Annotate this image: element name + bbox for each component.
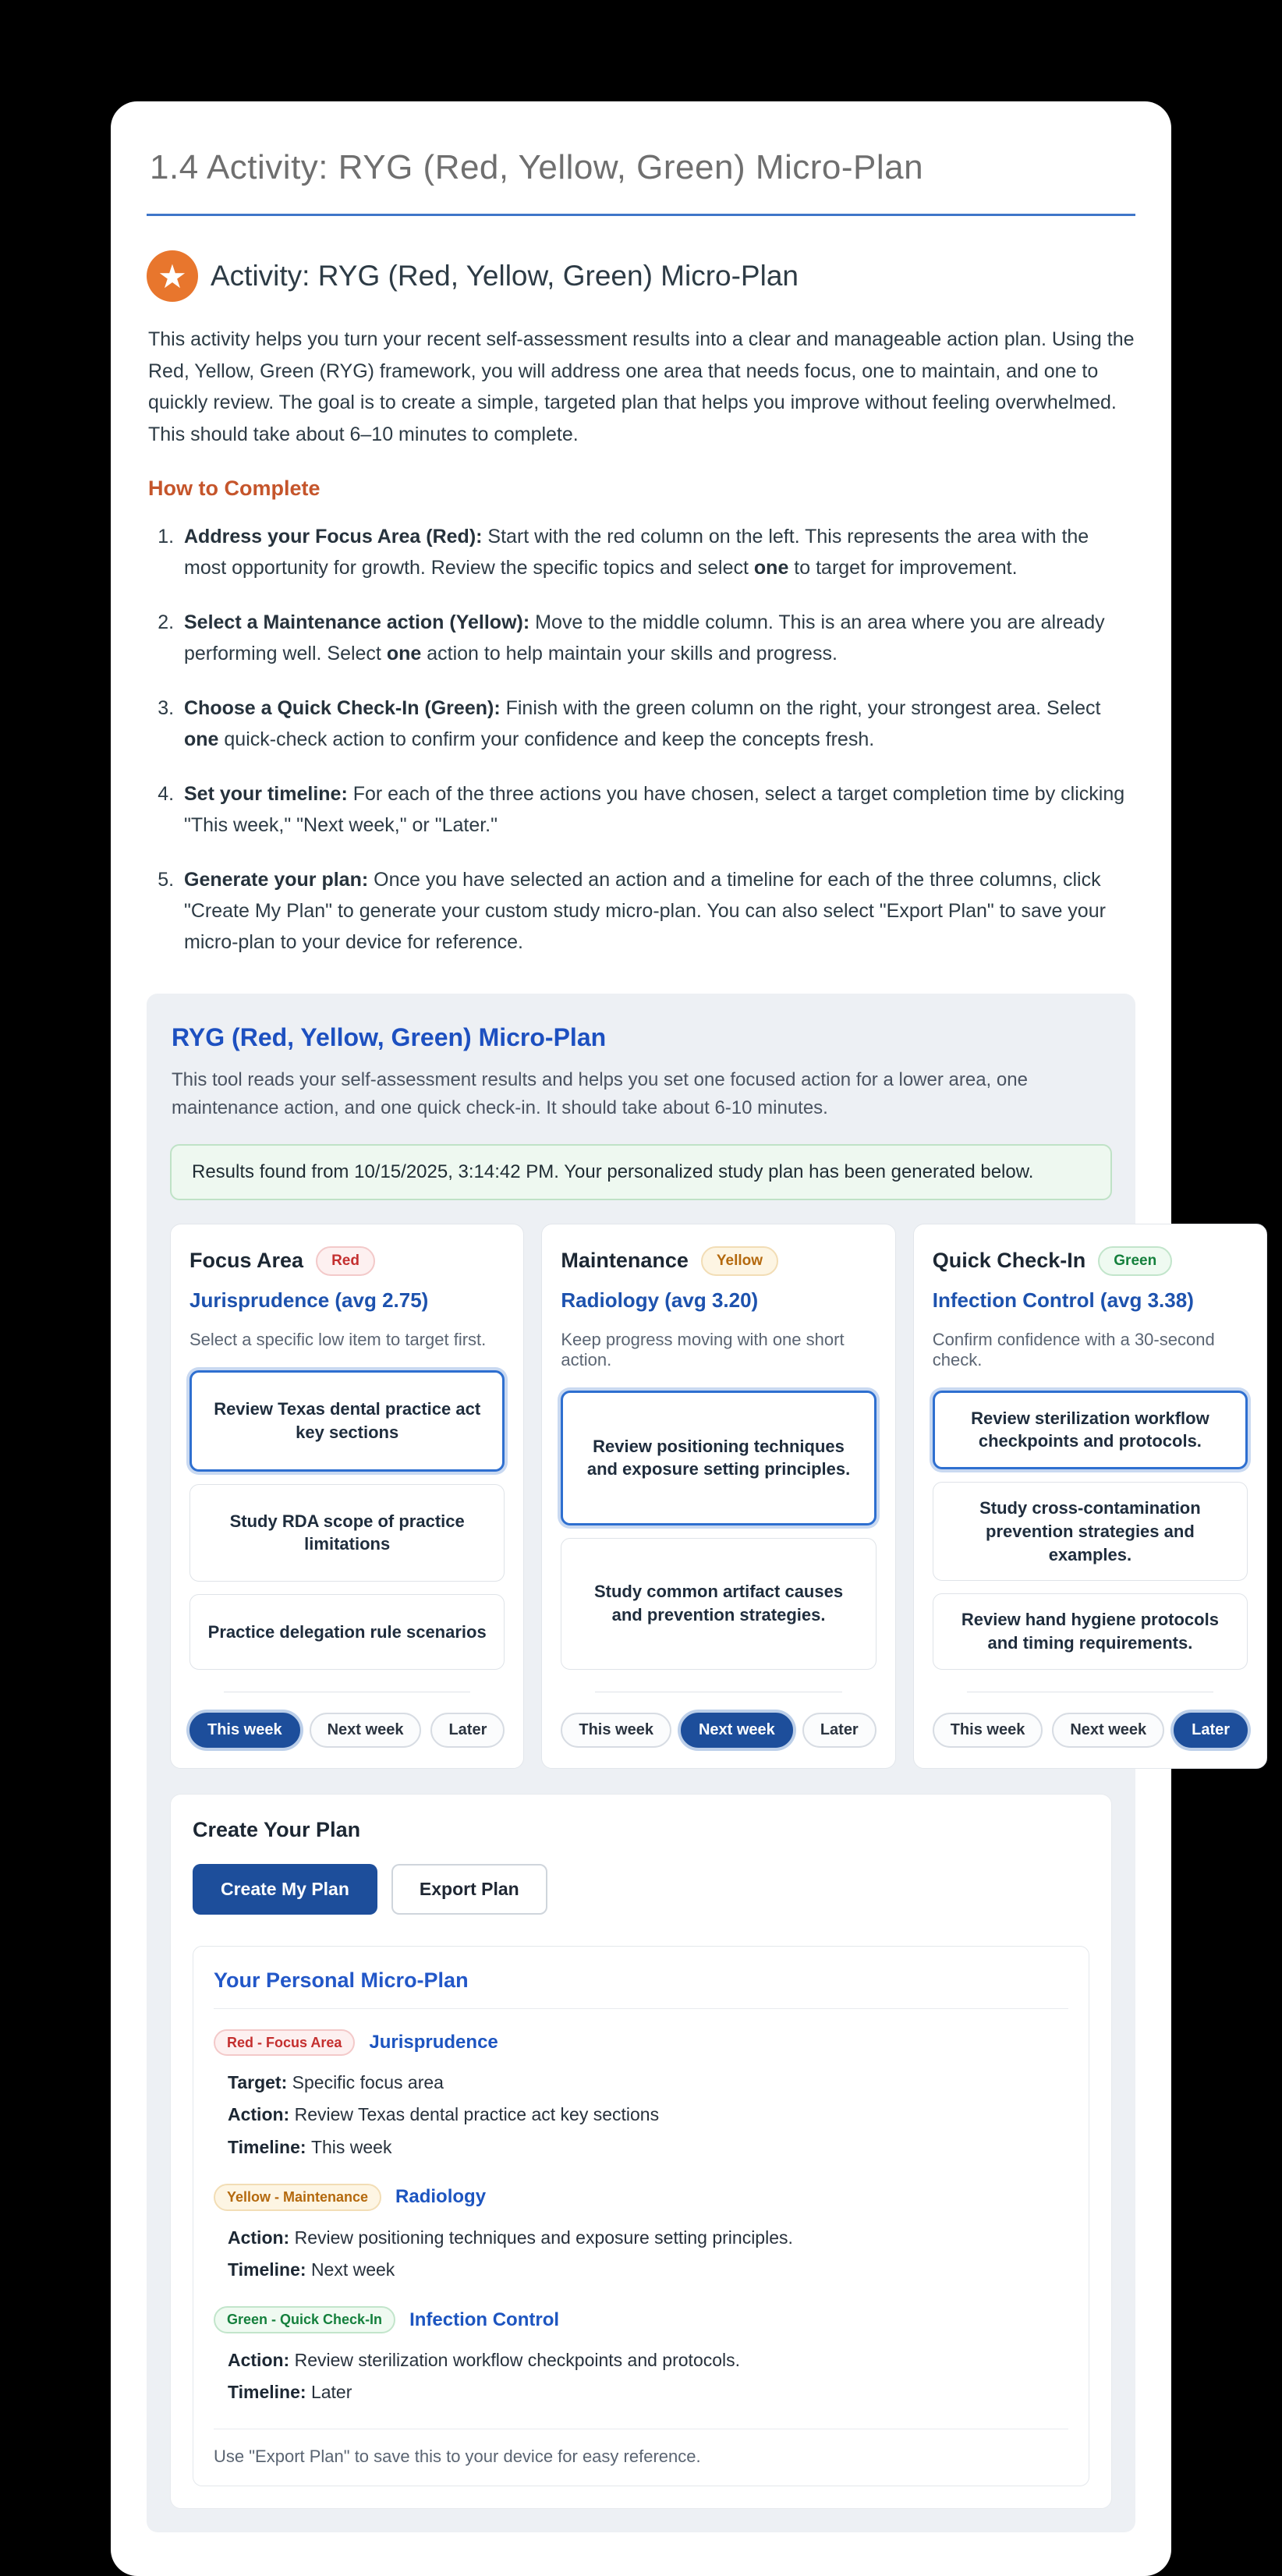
timeline-section [189,1670,505,1748]
column-badge-yellow: Yellow [701,1246,778,1276]
instruction-step: 4. Set your timeline: For each of the three actions you have chosen, select a target completion time by clicking "This week," "Next week," or "Later." [179,778,1135,841]
plan-entry-header [214,2029,1068,2057]
column-caption: Select a specific low item to target first. [189,1329,487,1349]
plan-entry-line: Timeline: Next week [228,2259,395,2280]
option-card[interactable]: Review sterilization workflow checkpoints and protocols. [933,1391,1248,1469]
timeline-chips [933,1713,1248,1748]
activity-intro: This activity helps you turn your recent self-assessment results into a clear and manageable action plan. Using the Red, Yellow, Green (RYG) framework, you will address one area that needs focus, one to maintain, and one to quickly review. The goal is to create a simple, targeted plan that helps you improve without feeling overwhelmed. This should take about 6–10 minutes to complete. [148,328,1135,445]
instruction-steps [147,521,1135,958]
title-divider [147,214,1135,216]
instruction-step: 2. Select a Maintenance action (Yellow): Move to the middle column. This is an area where you are already performing well. Select one action to help maintain your skills and progress. [179,607,1135,669]
column-header [561,1246,876,1276]
option-list [561,1391,876,1670]
option-card[interactable]: Review hand hygiene protocols and timing requirements. [933,1593,1248,1669]
column-header [933,1246,1248,1276]
create-plan-card [170,1794,1112,2510]
page-title: 1.4 Activity: RYG (Red, Yellow, Green) Micro-Plan [150,148,924,186]
star-icon: ★ [147,250,198,302]
tool-heading: RYG (Red, Yellow, Green) Micro-Plan [172,1023,607,1051]
plan-entries [214,2029,1068,2406]
column-subject: Radiology (avg 3.20) [561,1288,759,1312]
timeline-section [933,1670,1248,1748]
column-subject: Jurisprudence (avg 2.75) [189,1288,429,1312]
column-badge-green: Green [1098,1246,1172,1276]
timeline-chip[interactable]: Next week [681,1713,793,1748]
option-list [933,1391,1248,1670]
activity-header [147,250,1135,302]
personal-plan-heading: Your Personal Micro-Plan [214,1968,469,1992]
how-to-complete-heading: How to Complete [148,477,320,500]
timeline-chips [189,1713,505,1748]
column-caption: Keep progress moving with one short action. [561,1329,845,1369]
ryg-columns [170,1224,1231,1769]
plan-entry-header [214,2184,1068,2211]
column-header [189,1246,505,1276]
personal-plan-card [193,1946,1089,2487]
option-card[interactable]: Study RDA scope of practice limitations [189,1484,505,1582]
plan-entry-green [214,2306,1068,2405]
ryg-tool-panel [147,994,1231,2532]
plan-entry-yellow [214,2184,1068,2283]
column-title: Quick Check-In [932,1249,1086,1273]
option-card[interactable]: Practice delegation rule scenarios [189,1594,505,1669]
timeline-section [561,1670,876,1748]
timeline-chip[interactable]: Next week [310,1713,422,1748]
plan-entry-line: Action: Review sterilization workflow checkpoints and protocols. [228,2349,741,2370]
plan-entry-subject: Radiology [395,2186,487,2208]
content-card [111,101,1231,2576]
plan-heading-divider [214,2008,1068,2009]
column-green [913,1224,1267,1769]
plan-entry-header [214,2306,1068,2333]
timeline-chip[interactable]: Later [802,1713,877,1748]
plan-footnote: Use "Export Plan" to save this to your device for easy reference. [214,2447,701,2467]
plan-entry-line: Target: Specific focus area [228,2072,444,2093]
activity-heading: Activity: RYG (Red, Yellow, Green) Micro-Plan [211,260,799,292]
export-plan-button[interactable]: Export Plan [391,1864,547,1915]
option-card[interactable]: Study cross-contamination prevention strategies and examples. [933,1482,1248,1581]
plan-entry-red [214,2029,1068,2161]
plan-entry-subject: Infection Control [409,2308,560,2330]
instruction-step: 3. Choose a Quick Check-In (Green): Finish with the green column on the right, your strongest area. Select one quick-check action to confirm your confidence and keep the concepts fresh. [179,693,1135,755]
instruction-step: 1. Address your Focus Area (Red): Start with the red column on the left. This represents the area with the most opportunity for growth. Review the specific topics and select one to target for improvement. [179,521,1135,583]
timeline-chip[interactable]: This week [561,1713,671,1748]
option-card[interactable]: Review Texas dental practice act key sections [189,1370,505,1472]
results-banner: Results found from 10/15/2025, 3:14:42 PM. Your personalized study plan has been generated below. [170,1144,1112,1200]
column-yellow [541,1224,895,1769]
column-title: Maintenance [561,1249,689,1273]
option-card[interactable]: Review positioning techniques and exposure setting principles. [561,1391,876,1525]
option-list [189,1370,505,1670]
column-title: Focus Area [189,1249,304,1273]
timeline-chip[interactable]: Later [1174,1713,1248,1748]
plan-entry-line: Action: Review Texas dental practice act key sections [228,2104,660,2125]
tool-description: This tool reads your self-assessment results and helps you set one focused action for a lower area, one maintenance action, and one quick check-in. It should take about 6-10 minutes. [172,1069,1028,1118]
timeline-chip[interactable]: Later [430,1713,505,1748]
plan-entry-badge: Yellow - Maintenance [214,2184,381,2211]
column-red [170,1224,524,1769]
timeline-chip[interactable]: This week [189,1713,300,1748]
option-card[interactable]: Study common artifact causes and prevention strategies. [561,1538,876,1670]
plan-entry-badge: Green - Quick Check-In [214,2306,395,2333]
create-plan-heading: Create Your Plan [193,1817,361,1841]
plan-entry-badge: Red - Focus Area [214,2029,355,2057]
timeline-chips [561,1713,876,1748]
timeline-chip[interactable]: Next week [1052,1713,1164,1748]
column-caption: Confirm confidence with a 30-second check. [932,1329,1215,1369]
plan-entry-subject: Jurisprudence [369,2031,498,2053]
column-subject: Infection Control (avg 3.38) [932,1288,1194,1312]
instruction-step: 5. Generate your plan: Once you have selected an action and a timeline for each of the three columns, click "Create My Plan" to generate your custom study micro-plan. You can also select "Export Plan" to save your micro-plan to your device for reference. [179,864,1135,958]
column-badge-red: Red [316,1246,375,1276]
plan-entry-line: Action: Review positioning techniques and exposure setting principles. [228,2227,793,2248]
create-my-plan-button[interactable]: Create My Plan [193,1864,377,1915]
plan-buttons-row [193,1864,1089,1915]
plan-entry-line: Timeline: Later [228,2382,352,2403]
plan-entry-line: Timeline: This week [228,2136,392,2157]
timeline-chip[interactable]: This week [933,1713,1043,1748]
